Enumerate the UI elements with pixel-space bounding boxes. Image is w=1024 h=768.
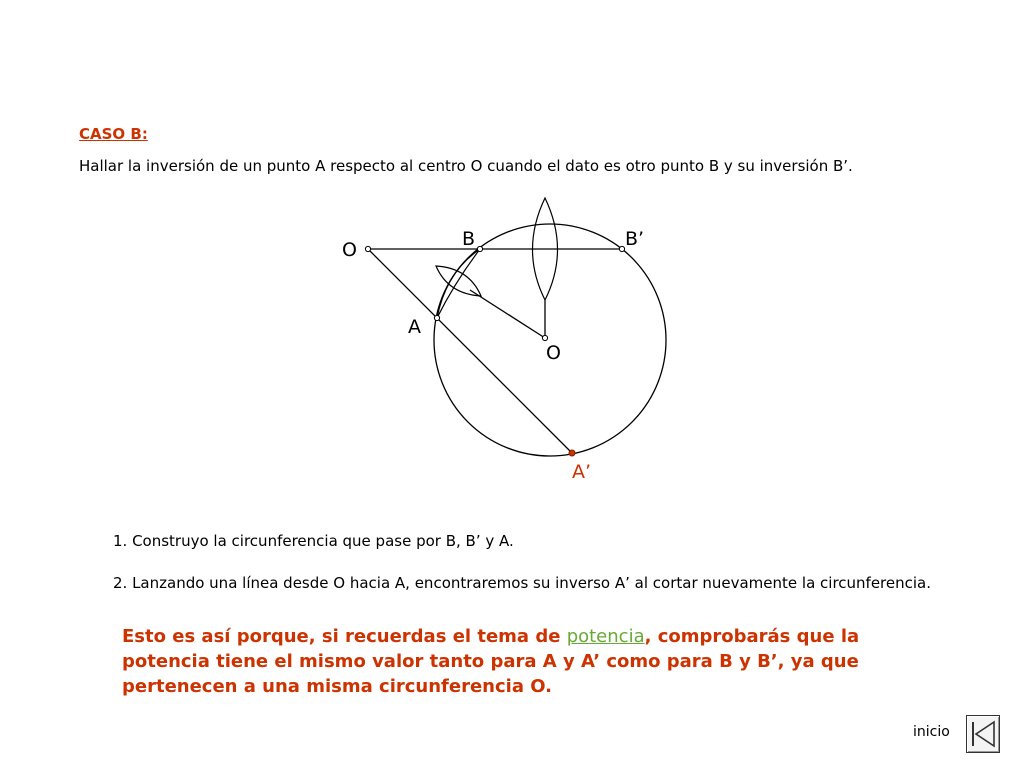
- label-o-center: O: [342, 239, 357, 261]
- back-nav-button[interactable]: [966, 715, 1000, 753]
- explanation-text-after: , comprobarás que la potencia tiene el mismo valor tanto para A y A’ como para B y B’, ya que pertenecen a una misma circunferencia O.: [122, 626, 860, 697]
- label-b: B: [462, 228, 476, 250]
- point-a-prime: [569, 450, 575, 456]
- label-a-prime: A’: [572, 461, 592, 483]
- step-1: 1. Construyo la circunferencia que pase por B, B’ y A.: [113, 532, 514, 550]
- bisector-ab: [470, 290, 545, 338]
- case-title: CASO B:: [79, 125, 148, 143]
- circumference-circle: [434, 224, 666, 456]
- point-b-prime: [619, 246, 624, 251]
- problem-statement: Hallar la inversión de un punto A respecto al centro O cuando el dato es otro punto B y su inversión B’.: [79, 157, 853, 175]
- point-o-center: [365, 246, 370, 251]
- explanation: [122, 624, 882, 699]
- label-o-circle: O: [546, 342, 561, 364]
- point-o-circle: [542, 335, 547, 340]
- label-a: A: [408, 316, 421, 338]
- step-2: 2. Lanzando una línea desde O hacia A, encontraremos su inverso A’ al cortar nuevamente la circunferencia.: [113, 574, 932, 592]
- back-to-start-icon: [967, 716, 999, 752]
- point-a: [434, 315, 439, 320]
- point-b: [477, 246, 482, 251]
- home-link[interactable]: inicio: [913, 724, 950, 740]
- explanation-text-before: Esto es así porque, si recuerdas el tema de: [122, 626, 567, 647]
- label-b-prime: B’: [625, 228, 645, 250]
- potencia-link[interactable]: potencia: [566, 626, 645, 647]
